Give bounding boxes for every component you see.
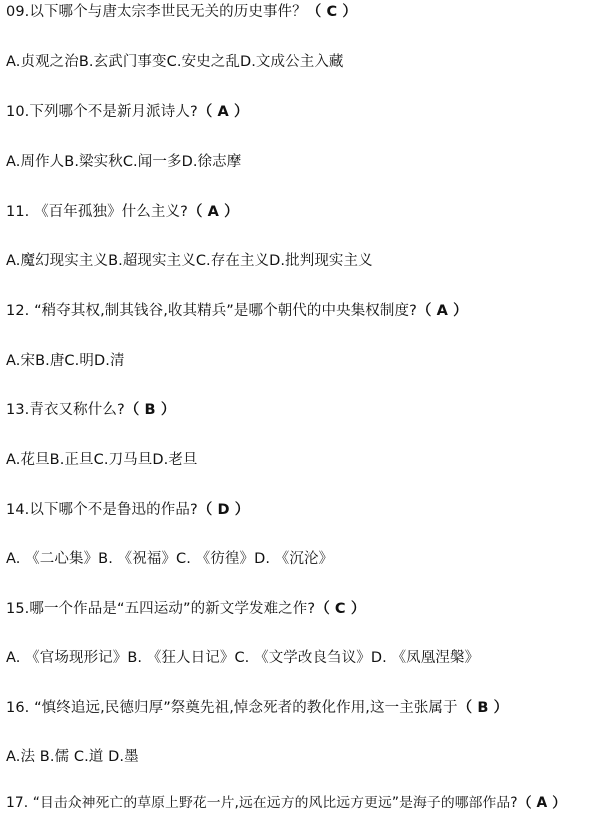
answer-mark: （ B ） [124,402,176,418]
answer-mark: （ A ） [187,204,239,220]
answer-mark: （ D ） [197,502,250,518]
question-17 [6,792,596,814]
options-09: A.贞观之治B.玄武门事变C.安史之乱D.文成公主入藏 [6,54,344,70]
question-stem: 09.以下哪个与唐太宗李世民无关的历史事件？ [6,4,307,20]
answer-mark: （ C ） [315,601,366,617]
options-11: A.魔幻现实主义B.超现实主义C.存在主义D.批判现实主义 [6,253,373,269]
question-16 [6,697,596,719]
question-09 [6,1,596,23]
question-stem: 11. 《百年孤独》什么主义? [6,204,188,220]
question-10 [6,101,596,123]
answer-mark: （ A ） [517,795,567,811]
answer-mark: （ B ） [457,700,509,716]
question-stem: 16. “慎终追远,民德归厚”祭奠先祖,悼念死者的教化作用,这一主张属于 [6,700,458,716]
options-12: A.宋B.唐C.明D.清 [6,353,125,369]
options-14: A. 《二心集》B. 《祝福》C. 《彷徨》D. 《沉沦》 [6,551,334,567]
question-stem: 15.哪一个作品是“五四运动”的新文学发难之作? [6,601,316,617]
options-10: A.周作人B.梁实秋C.闻一多D.徐志摩 [6,154,242,170]
question-14 [6,499,596,521]
question-stem: 12. “稍夺其权,制其钱谷,收其精兵”是哪个朝代的中央集权制度? [6,303,417,319]
question-15 [6,598,596,620]
question-stem: 13.青衣又称什么? [6,402,125,418]
answer-mark: （ A ） [416,303,468,319]
question-13 [6,399,596,421]
options-13: A.花旦B.正旦C.刀马旦D.老旦 [6,452,198,468]
question-12 [6,300,596,322]
answer-mark: （ A ） [197,104,249,120]
answer-mark: （ C ） [306,4,358,20]
question-stem: 10.下列哪个不是新月派诗人? [6,104,198,120]
question-stem: 14.以下哪个不是鲁迅的作品? [6,502,198,518]
options-15: A. 《官场现形记》B. 《狂人日记》C. 《文学改良刍议》D. 《凤凰涅槃》 [6,650,480,666]
question-11 [6,201,596,223]
question-stem: 17. “目击众神死亡的草原上野花一片,远在远方的风比远方更远”是海子的哪部作品? [6,795,518,811]
options-16: A.法 B.儒 C.道 D.墨 [6,749,139,765]
